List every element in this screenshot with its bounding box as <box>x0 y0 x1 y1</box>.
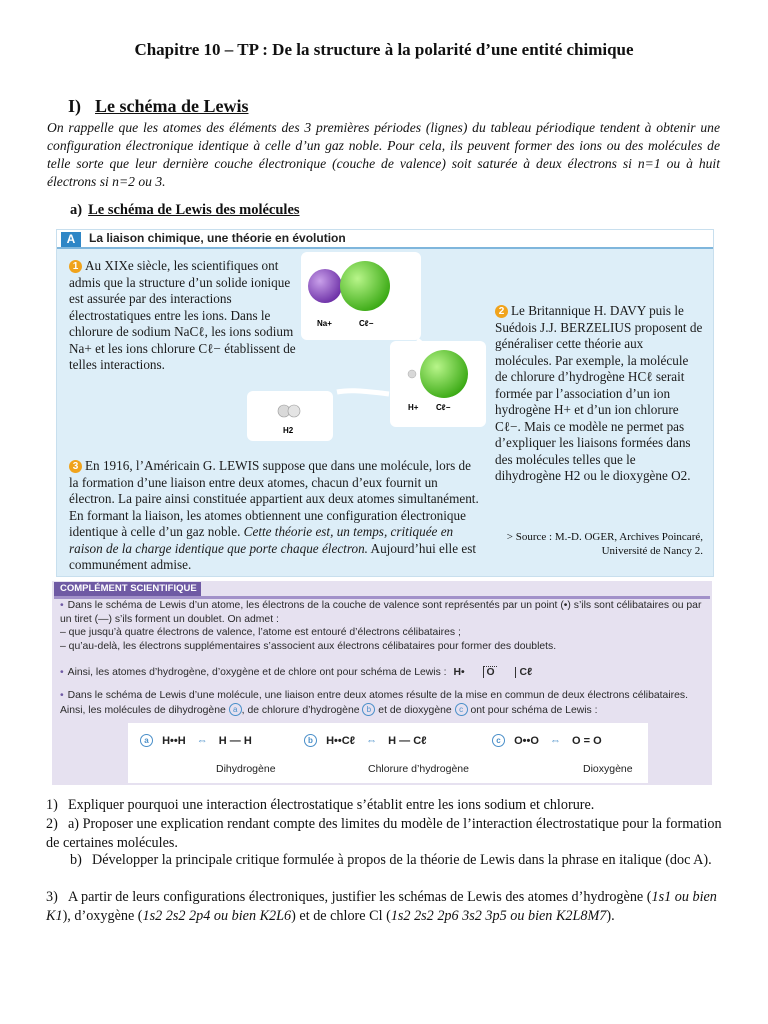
complement-scientifique-box <box>52 581 712 785</box>
lewis-h: H• <box>453 667 465 678</box>
question-1-number: 1) <box>46 797 58 813</box>
complement-b3-b: , de chlorure d’hydrogène <box>241 704 360 716</box>
complement-bullet-1 <box>60 599 705 653</box>
example-c-label: Dioxygène <box>583 763 633 775</box>
complement-header: COMPLÉMENT SCIENTIFIQUE <box>54 582 201 596</box>
section-heading <box>68 96 248 117</box>
section-number: I) <box>68 96 81 116</box>
question-3-cl-config: 1s2 2s2 2p6 3s2 3p5 ou bien K2L8M7 <box>390 908 607 924</box>
question-2a-text: a) Proposer une explication rendant compte des limites du modèle de l’interaction électrostatique pour la formation de certaines molécules. <box>46 816 722 851</box>
question-3-h-config: 1s1 ou bien K1 <box>46 889 717 924</box>
sodium-ion-sphere <box>308 269 342 303</box>
complement-bullet-3 <box>60 689 705 717</box>
number-badge-2: 2 <box>495 305 508 318</box>
doc-a-paragraph-2 <box>495 303 703 485</box>
example-b-label: Chlorure d’hydrogène <box>368 763 469 775</box>
complement-b3-c: et de dioxygène <box>378 704 452 716</box>
question-3-number: 3) <box>46 889 58 905</box>
circle-a: a <box>229 703 242 716</box>
complement-b1-line2: – qu’au-delà, les électrons supplémentaires s’associent aux électrons célibataires pour former des doublets. <box>60 640 557 652</box>
question-2-number: 2) <box>46 816 58 832</box>
question-2b-number: b) <box>70 852 82 868</box>
complement-b3-a: Dans le schéma de Lewis d’une molécule, une liaison entre deux atomes résulte de la mise en commun de deux électrons célibataires. Ainsi, les molécules de dihydrogène <box>60 690 688 716</box>
page-title: Chapitre 10 – TP : De la structure à la polarité d’une entité chimique <box>134 40 634 59</box>
na-label: Na+ <box>317 319 332 328</box>
subsection-number: a) <box>70 202 83 218</box>
complement-b1: Dans le schéma de Lewis d’un atome, les électrons de la couche de valence sont représentés par un point (•) s’ils sont célibataires ou par un tiret (—) s’ils forment un doublet. On admet : <box>60 600 702 625</box>
equivalence-arrow: ⇔ <box>366 735 378 747</box>
bullet-icon: • <box>60 667 64 678</box>
arrow-curve-2 <box>337 391 389 394</box>
question-3-text-b: ), d’oxygène ( <box>62 908 143 924</box>
number-badge-3: 3 <box>69 460 82 473</box>
bullet-icon: • <box>60 600 64 611</box>
equivalence-arrow: ⇔ <box>196 735 208 747</box>
doc-a-source: > Source : M.-D. OGER, Archives Poincaré, Université de Nancy 2. <box>506 531 703 557</box>
lewis-o: O <box>483 666 496 678</box>
example-c-right: O = O <box>572 735 602 747</box>
example-a-left: H••H <box>162 735 186 747</box>
nacl-ions-image <box>301 252 421 340</box>
circle-b: b <box>304 734 317 747</box>
circle-c: c <box>492 734 505 747</box>
question-3-text-a: A partir de leurs configurations électroniques, justifier les schémas de Lewis des atomes d’hydrogène ( <box>68 889 652 905</box>
question-2b-text: Développer la principale critique formulée à propos de la théorie de Lewis dans la phrase en italique (doc A). <box>92 852 712 868</box>
evolution-arrows <box>257 330 457 410</box>
doc-a-p2-text: Le Britannique H. DAVY puis le Suédois J.J. BERZELIUS proposent de généraliser cette théorie aux molécules. Par exemple, la molécule de chlorure d’hydrogène HCℓ serait formée par l’association d’un ion hydrogène H+ et d’un ion chlorure Cℓ−. Mais ce modèle ne permet pas d’expliquer les liaisons formées dans des molécules telles que le dihydrogène H2 ou le dioxygène O2. <box>495 303 703 483</box>
doc-a-p3-text: En 1916, l’Américain G. LEWIS suppose que dans une molécule, lors de la formation d’une liaison entre deux atomes, chacun d’eux fournit un électron. La paire ainsi constituée appartient aux deux atomes simultanément. En formant la liaison, les atomes obtiennent une configuration électronique identique à celle d’un gaz noble. <box>69 458 479 539</box>
example-c <box>492 734 602 747</box>
doc-a-badge: A <box>61 232 81 247</box>
question-2a <box>46 815 726 853</box>
cl2-label: Cℓ− <box>436 403 451 412</box>
example-b <box>304 734 427 747</box>
example-a-right: H — H <box>218 735 252 747</box>
question-2b <box>70 851 720 870</box>
example-a <box>140 734 252 747</box>
doc-a-header <box>57 230 713 249</box>
doc-a-paragraph-3 <box>69 458 481 574</box>
complement-b1-line1: – que jusqu’à quatre électrons de valence, l’atome est entouré d’électrons célibataires ; <box>60 627 461 638</box>
example-c-left: O••O <box>514 735 539 747</box>
complement-bullet-2 <box>60 666 705 680</box>
doc-a-p1-text: Au XIXe siècle, les scientifiques ont admis que la structure d’un solide ionique est assurée par des interactions électrostatiques entre les ions. Dans le chlorure de sodium NaCℓ, les ions sodium Na+ et les ions chlorure Cℓ− établissent de telles interactions. <box>69 258 296 372</box>
question-1 <box>46 796 726 815</box>
arrow-curve-1 <box>397 340 423 358</box>
circle-c: c <box>455 703 468 716</box>
intro-paragraph: On rappelle que les atomes des éléments des 3 premières périodes (lignes) du tableau périodique tendent à obtenir une configuration électronique identique à celle d’un gaz noble. Pour cela, ils peuvent former des ions ou des molécules de telle sorte que leur dernière couche électronique (couche de valence) soit saturée à deux électrons si n=1 ou à huit électrons si n=2 ou 3. <box>47 120 720 189</box>
subsection-heading <box>70 202 300 219</box>
subsection-title: Le schéma de Lewis des molécules <box>88 202 300 218</box>
question-3 <box>46 888 720 926</box>
example-b-right: H — Cℓ <box>388 735 427 747</box>
circle-a: a <box>140 734 153 747</box>
question-1-text: Expliquer pourquoi une interaction électrostatique s’établit entre les ions sodium et chlorure. <box>68 797 595 813</box>
cl-label: Cℓ− <box>359 319 374 328</box>
example-b-left: H••Cℓ <box>326 735 356 747</box>
circle-b: b <box>362 703 375 716</box>
h2-label: H2 <box>283 426 294 435</box>
doc-a-p3-italic: Cette théorie est, un temps, critiquée en raison de la charge identique que porte chaque électron. <box>69 524 454 556</box>
lewis-cl: Cℓ <box>515 667 532 678</box>
bullet-icon: • <box>60 690 64 701</box>
chloride-ion-sphere <box>340 261 390 311</box>
section-title: Le schéma de Lewis <box>95 96 249 116</box>
complement-b3-d: ont pour schéma de Lewis : <box>470 704 598 716</box>
document-a <box>56 229 714 577</box>
complement-b2: Ainsi, les atomes d’hydrogène, d’oxygène et de chlore ont pour schéma de Lewis : <box>67 667 447 678</box>
h-label: H+ <box>408 403 419 412</box>
number-badge-1: 1 <box>69 260 82 273</box>
example-a-label: Dihydrogène <box>216 763 276 775</box>
question-3-text-c: ) et de chlore Cl ( <box>291 908 391 924</box>
doc-a-title: La liaison chimique, une théorie en évolution <box>89 231 346 245</box>
question-3-text-d: ). <box>606 908 615 924</box>
equivalence-arrow: ⇔ <box>549 735 561 747</box>
lewis-examples-box <box>128 723 648 783</box>
nacl-illustration <box>301 252 421 340</box>
question-3-o-config: 1s2 2s2 2p4 ou bien K2L6 <box>142 908 292 924</box>
doc-a-p3-end: Aujourd’hui elle est communément admise. <box>69 540 477 572</box>
